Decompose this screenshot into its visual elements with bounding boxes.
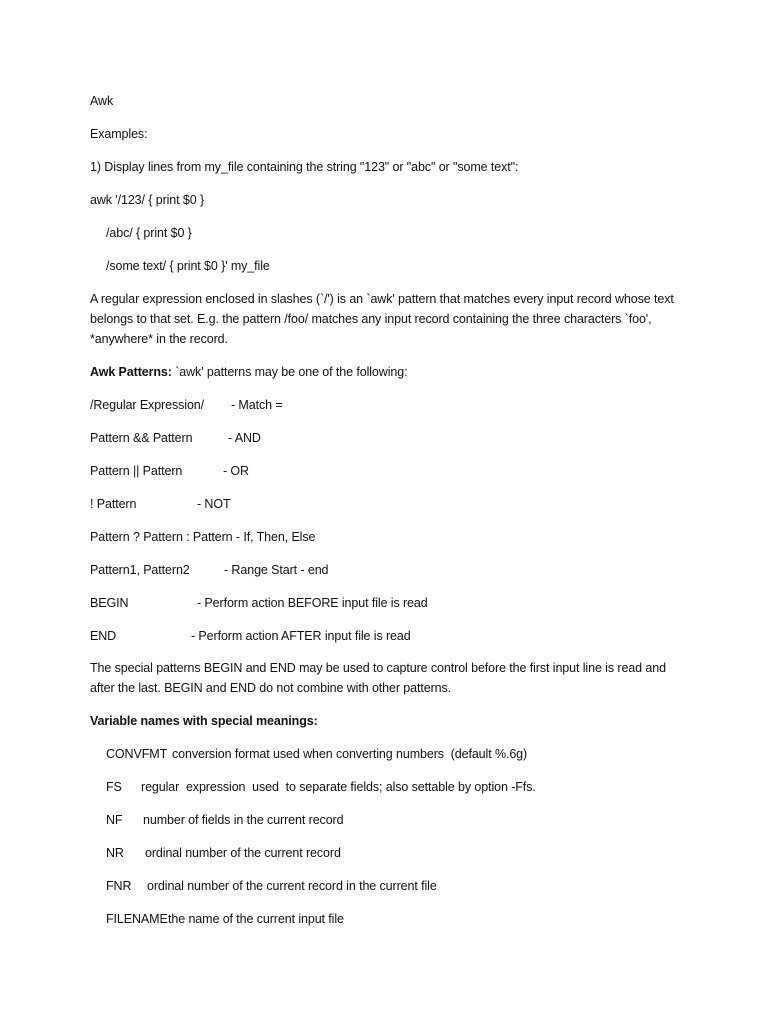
pattern-desc: - If, Then, Else [235, 530, 316, 544]
variable-desc: conversion format used when converting numbers (default %.6g) [172, 747, 528, 761]
pattern-desc: - OR [223, 464, 249, 478]
pattern-desc: - AND [228, 431, 261, 445]
pattern-desc: - Perform action BEFORE input file is read [197, 596, 428, 610]
document-title: Awk [90, 94, 114, 108]
special-patterns-paragraph: The special patterns BEGIN and END may be used to capture control before the first input line is read and after the last. BEGIN and END do not combine with other patterns. [90, 661, 666, 695]
variable-name: FILENAME [106, 912, 168, 926]
pattern-name: Pattern && Pattern [90, 431, 193, 445]
example-1-heading: 1) Display lines from my_file containing the string "123" or "abc" or "some text": [90, 160, 519, 174]
patterns-heading-label: Awk Patterns: [90, 365, 172, 379]
variables-heading: Variable names with special meanings: [90, 714, 318, 728]
pattern-name: /Regular Expression/ [90, 398, 205, 412]
variable-row [106, 843, 341, 863]
variable-desc: ordinal number of the current record [145, 846, 341, 860]
variable-desc: number of fields in the current record [143, 813, 344, 827]
variable-name: NR [106, 846, 124, 860]
pattern-row [90, 428, 261, 448]
variable-name: FNR [106, 879, 132, 893]
variable-desc: regular expression used to separate fields; also settable by option -Ffs. [141, 780, 536, 794]
variable-desc: ordinal number of the current record in the current file [147, 879, 437, 893]
variable-row [106, 876, 437, 896]
patterns-heading-text: `awk' patterns may be one of the following: [171, 365, 408, 379]
regex-paragraph: A regular expression enclosed in slashes (`/') is an `awk' pattern that matches every input record whose text belongs to that set. E.g. the pattern /foo/ matches any input record containing the three characters `foo', *anywhere* in the record. [90, 292, 674, 346]
pattern-desc: - Match = [231, 398, 283, 412]
examples-heading: Examples: [90, 127, 148, 141]
pattern-row [90, 494, 231, 514]
patterns-heading [90, 362, 407, 382]
pattern-row [90, 395, 283, 415]
pattern-row [90, 560, 328, 580]
pattern-row [90, 593, 428, 613]
variable-name: CONVFMT [106, 747, 168, 761]
variable-name: NF [106, 813, 123, 827]
pattern-name: ! Pattern [90, 497, 137, 511]
pattern-desc: - Perform action AFTER input file is read [191, 629, 411, 643]
variable-desc: the name of the current input file [168, 912, 344, 926]
pattern-row [90, 527, 315, 547]
pattern-desc: - NOT [197, 497, 231, 511]
variable-row [106, 777, 536, 797]
pattern-row [90, 461, 249, 481]
pattern-name: END [90, 629, 117, 643]
pattern-name: Pattern || Pattern [90, 464, 183, 478]
variable-row [106, 810, 343, 830]
variable-row [106, 909, 344, 929]
pattern-name: Pattern1, Pattern2 [90, 563, 190, 577]
variable-row [106, 744, 527, 764]
pattern-row [90, 626, 411, 646]
pattern-desc: - Range Start - end [224, 563, 329, 577]
code-line: /abc/ { print $0 } [106, 226, 192, 240]
code-line: /some text/ { print $0 }' my_file [106, 259, 270, 273]
pattern-name: BEGIN [90, 596, 129, 610]
pattern-name: Pattern ? Pattern : Pattern [90, 530, 233, 544]
variable-name: FS [106, 780, 122, 794]
code-line: awk '/123/ { print $0 } [90, 193, 205, 207]
